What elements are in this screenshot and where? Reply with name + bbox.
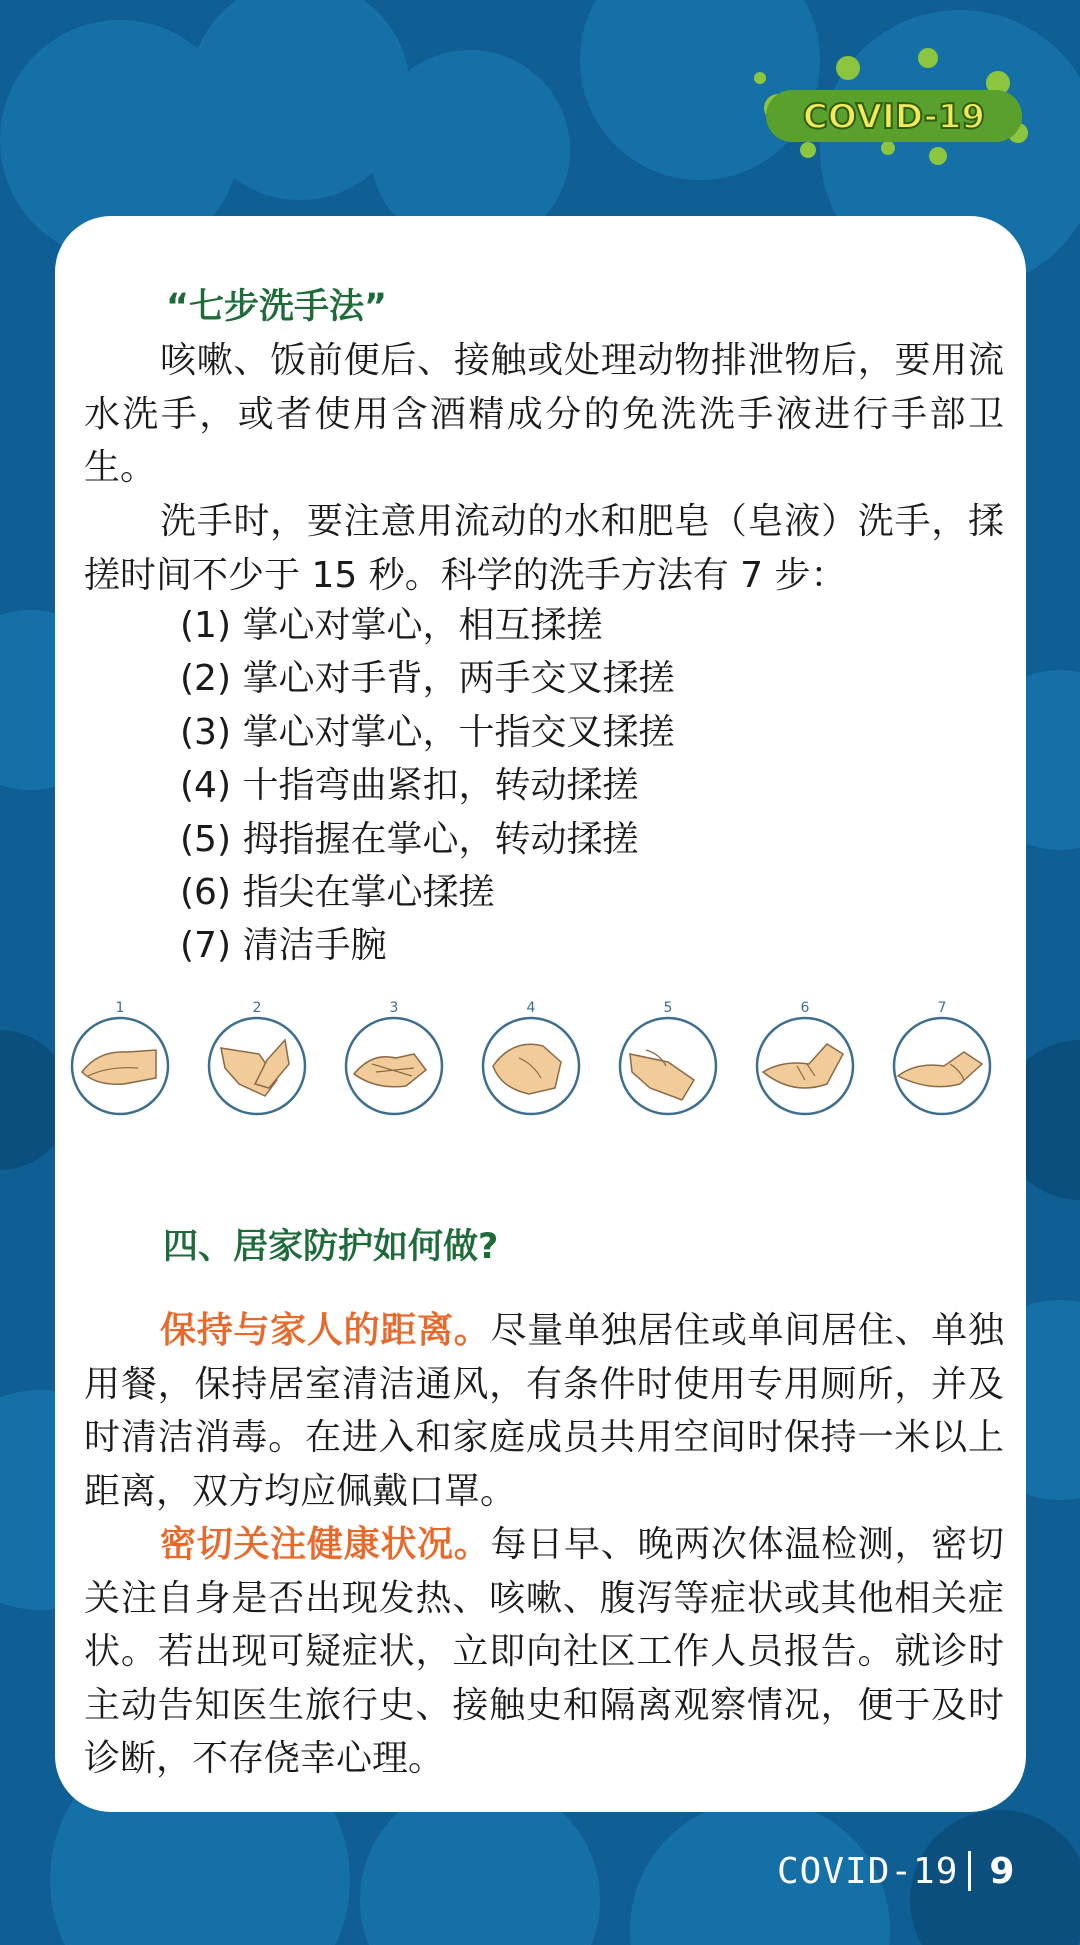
list-item: (5) 拇指握在掌心，转动揉搓 bbox=[180, 818, 639, 860]
covid-19-logo bbox=[748, 38, 1040, 168]
handwash-step-4-illustration: 4 bbox=[473, 1000, 589, 1118]
handwash-step-6-illustration: 6 bbox=[747, 1000, 863, 1118]
footer-label: COVID-19 bbox=[777, 1850, 959, 1892]
hands-icon bbox=[890, 1014, 994, 1118]
emphasis-health-status: 密切关注健康状况。 bbox=[160, 1524, 491, 1565]
handwash-step-5-illustration: 5 bbox=[610, 1000, 726, 1118]
hands-icon bbox=[479, 1014, 583, 1118]
home-protection-heading: 四、居家防护如何做? bbox=[163, 1227, 499, 1267]
handwash-illustrations bbox=[62, 1000, 1022, 1120]
hands-icon bbox=[616, 1014, 720, 1118]
list-item: (7) 清洁手腕 bbox=[180, 925, 387, 967]
page-number: 9 bbox=[989, 1850, 1015, 1892]
home-paragraph-2: 密切关注健康状况。每日早、晚两次体温检测，密切关注自身是否出现发热、咳嗽、腹泻等症状或其他相关症状。若出现可疑症状，立即向社区工作人员报告。就诊时主动告知医生旅行史、接触史和隔离观察情况，便于及时诊断，不存侥幸心理。 bbox=[84, 1524, 1004, 1779]
handwash-step-2-illustration: 2 bbox=[199, 1000, 315, 1118]
virus-icon bbox=[748, 38, 1040, 168]
home-paragraph-1: 保持与家人的距离。尽量单独居住或单间居住、单独用餐，保持居室清洁通风，有条件时使用专用厕所，并及时清洁消毒。在进入和家庭成员共用空间时保持一米以上距离，双方均应佩戴口罩。 bbox=[84, 1310, 1004, 1512]
hands-icon bbox=[342, 1014, 446, 1118]
handwash-step-1-illustration: 1 bbox=[62, 1000, 178, 1118]
hands-icon bbox=[68, 1014, 172, 1118]
emphasis-keep-distance: 保持与家人的距离。 bbox=[160, 1310, 491, 1351]
hands-icon bbox=[753, 1014, 857, 1118]
list-item: (4) 十指弯曲紧扣，转动揉搓 bbox=[180, 765, 639, 807]
list-item: (2) 掌心对手背，两手交叉揉搓 bbox=[180, 658, 675, 700]
handwash-step-7-illustration: 7 bbox=[884, 1000, 1000, 1118]
page-footer bbox=[777, 1846, 1014, 1896]
footer-divider bbox=[968, 1851, 971, 1891]
handwash-title: “七步洗手法” bbox=[166, 287, 388, 327]
list-item: (3) 掌心对掌心，十指交叉揉搓 bbox=[180, 711, 675, 753]
list-item: (6) 指尖在掌心揉搓 bbox=[180, 872, 495, 914]
svg-text:COVID-19: COVID-19 bbox=[802, 97, 986, 137]
handwash-paragraph-2: 洗手时，要注意用流动的水和肥皂（皂液）洗手，揉搓时间不少于 15 秒。科学的洗手方法有 7 步： bbox=[84, 501, 1004, 596]
hands-icon bbox=[205, 1014, 309, 1118]
list-item: (1) 掌心对掌心，相互揉搓 bbox=[180, 605, 603, 646]
handwash-steps-list bbox=[180, 599, 674, 973]
handwash-step-3-illustration: 3 bbox=[336, 1000, 452, 1118]
handwash-paragraph-1: 咳嗽、饭前便后、接触或处理动物排泄物后，要用流水洗手，或者使用含酒精成分的免洗洗手液进行手部卫生。 bbox=[84, 340, 1004, 488]
